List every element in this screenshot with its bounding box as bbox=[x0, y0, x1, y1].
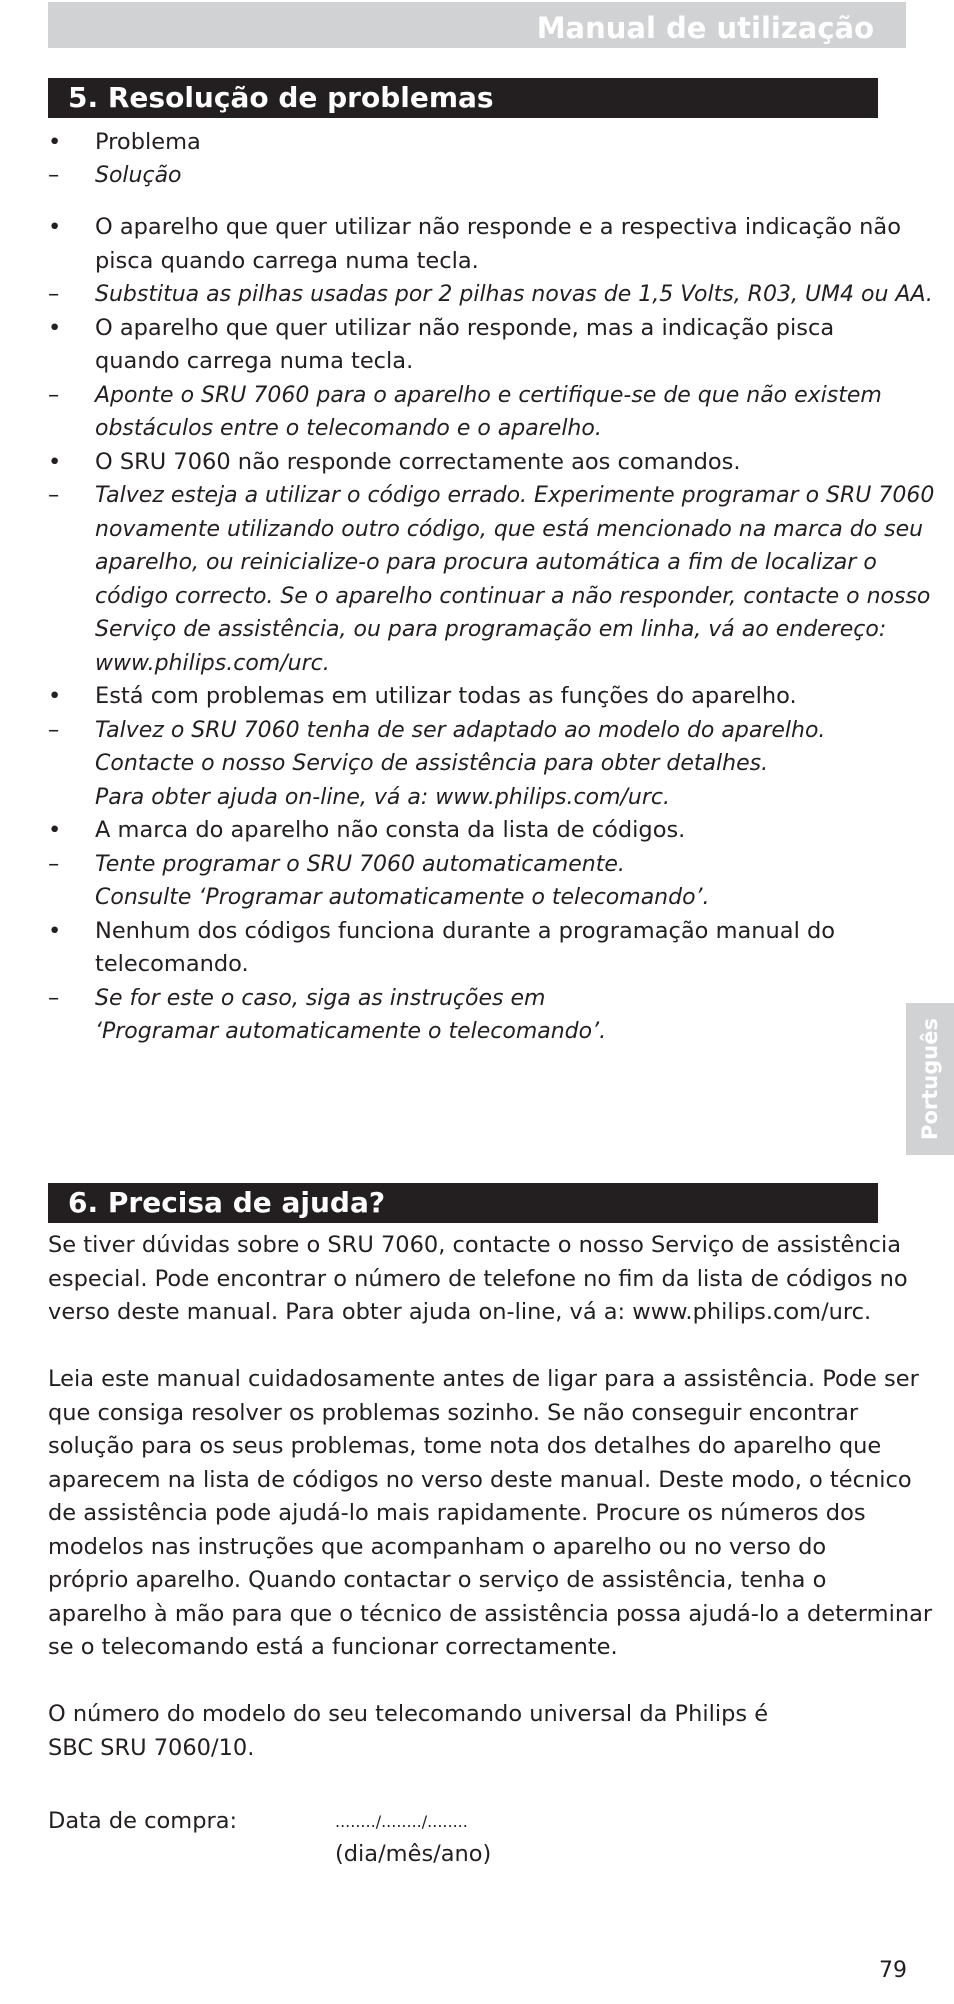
solution-text: ‘Programar automaticamente o telecomando’. bbox=[95, 1019, 607, 1044]
solution-text: www.philips.com/urc. bbox=[95, 650, 330, 676]
paragraph-line: se o telecomando está a funcionar correctamente. bbox=[48, 1634, 618, 1660]
section-6-heading-bar bbox=[48, 1183, 878, 1223]
section-5-title: 5. Resolução de problemas bbox=[68, 81, 494, 114]
dash-marker: – bbox=[48, 482, 60, 508]
paragraph-line: Leia este manual cuidadosamente antes de ligar para a assistência. Pode ser bbox=[48, 1366, 919, 1392]
paragraph-line: aparecem na lista de códigos no verso deste manual. Deste modo, o técnico bbox=[48, 1466, 912, 1493]
dash-marker: – bbox=[48, 850, 60, 877]
problem-text: Problema bbox=[95, 129, 201, 155]
solution-text: Substitua as pilhas usadas por 2 pilhas novas de 1,5 Volts, R03, UM4 ou AA. bbox=[95, 282, 933, 307]
language-tab-label: Português bbox=[918, 1018, 942, 1140]
solution-text: novamente utilizando outro código, que está mencionado na marca do seu bbox=[95, 516, 924, 542]
problem-text: O aparelho que quer utilizar não responde, mas a indicação pisca bbox=[95, 314, 835, 341]
problem-text: quando carrega numa tecla. bbox=[95, 348, 414, 374]
solution-text: Tente programar o SRU 7060 automaticamente. bbox=[95, 851, 625, 877]
problem-text: O SRU 7060 não responde correctamente aos comandos. bbox=[95, 448, 741, 475]
bullet-marker: • bbox=[48, 683, 62, 709]
header-bar bbox=[48, 2, 906, 48]
solution-text: Talvez o SRU 7060 tenha de ser adaptado ao modelo do aparelho. bbox=[95, 717, 826, 743]
header-title: Manual de utilização bbox=[536, 11, 874, 45]
solution-text: Talvez esteja a utilizar o código errado. Experimente programar o SRU 7060 bbox=[95, 483, 935, 508]
solution-text: aparelho, ou reinicialize-o para procura automática a fim de localizar o bbox=[95, 550, 877, 575]
solution-text: código correcto. Se o aparelho continuar a não responder, contacte o nosso bbox=[95, 583, 931, 609]
purchase-date-label: Data de compra: bbox=[48, 1808, 238, 1834]
solution-text: obstáculos entre o telecomando e o aparelho. bbox=[95, 416, 602, 441]
purchase-date-field: ......../......../........ bbox=[335, 1812, 468, 1831]
solution-text: Aponte o SRU 7060 para o aparelho e certifique-se de que não existem bbox=[95, 382, 882, 408]
paragraph-line: O número do modelo do seu telecomando universal da Philips é bbox=[48, 1701, 769, 1727]
paragraph-line: que consiga resolver os problemas sozinho. Se não conseguir encontrar bbox=[48, 1399, 859, 1426]
problem-text: Nenhum dos códigos funciona durante a programação manual do bbox=[95, 917, 836, 944]
bullet-marker: • bbox=[48, 129, 62, 155]
solution-text: Se for este o caso, siga as instruções em bbox=[95, 985, 546, 1011]
paragraph-line: SBC SRU 7060/10. bbox=[48, 1734, 255, 1761]
dash-marker: – bbox=[48, 716, 60, 743]
bullet-marker: • bbox=[48, 314, 62, 341]
bullet-marker: • bbox=[48, 917, 62, 944]
dash-marker: – bbox=[48, 281, 60, 307]
paragraph-line: modelos nas instruções que acompanham o aparelho ou no verso do bbox=[48, 1533, 827, 1560]
language-tab bbox=[906, 1003, 954, 1155]
paragraph-line: especial. Pode encontrar o número de telefone no fim da lista de códigos no bbox=[48, 1265, 908, 1292]
solution-text: Consulte ‘Programar automaticamente o telecomando’. bbox=[95, 885, 710, 910]
paragraph-line: próprio aparelho. Quando contactar o serviço de assistência, tenha o bbox=[48, 1567, 827, 1593]
solution-text: Para obter ajuda on-line, vá a: www.philips.com/urc. bbox=[95, 784, 670, 810]
paragraph-line: solução para os seus problemas, tome nota dos detalhes do aparelho que bbox=[48, 1433, 882, 1459]
solution-text: Contacte o nosso Serviço de assistência para obter detalhes. bbox=[95, 751, 769, 776]
bullet-marker: • bbox=[48, 448, 62, 475]
paragraph-line: aparelho à mão para que o técnico de assistência possa ajudá-lo a determinar bbox=[48, 1600, 933, 1627]
dash-marker: – bbox=[48, 162, 60, 188]
solution-text: Serviço de assistência, ou para programação em linha, vá ao endereço: bbox=[95, 617, 887, 642]
paragraph-line: verso deste manual. Para obter ajuda on-line, vá a: www.philips.com/urc. bbox=[48, 1299, 872, 1325]
page-number: 79 bbox=[879, 1958, 907, 1983]
problem-text: telecomando. bbox=[95, 951, 249, 977]
bullet-marker: • bbox=[48, 817, 62, 843]
section-5-heading-bar bbox=[48, 78, 878, 118]
section-6-title: 6. Precisa de ajuda? bbox=[68, 1186, 386, 1219]
purchase-date-format: (dia/mês/ano) bbox=[335, 1841, 492, 1867]
dash-marker: – bbox=[48, 381, 60, 408]
bullet-marker: • bbox=[48, 214, 62, 240]
solution-text: Solução bbox=[95, 163, 182, 188]
problem-text: O aparelho que quer utilizar não responde e a respectiva indicação não bbox=[95, 214, 901, 240]
problem-text: Está com problemas em utilizar todas as funções do aparelho. bbox=[95, 683, 797, 709]
problem-text: A marca do aparelho não consta da lista de códigos. bbox=[95, 817, 686, 843]
problem-text: pisca quando carrega numa tecla. bbox=[95, 247, 479, 274]
dash-marker: – bbox=[48, 984, 60, 1011]
paragraph-line: de assistência pode ajudá-lo mais rapidamente. Procure os números dos bbox=[48, 1500, 866, 1526]
paragraph-line: Se tiver dúvidas sobre o SRU 7060, contacte o nosso Serviço de assistência bbox=[48, 1232, 902, 1258]
